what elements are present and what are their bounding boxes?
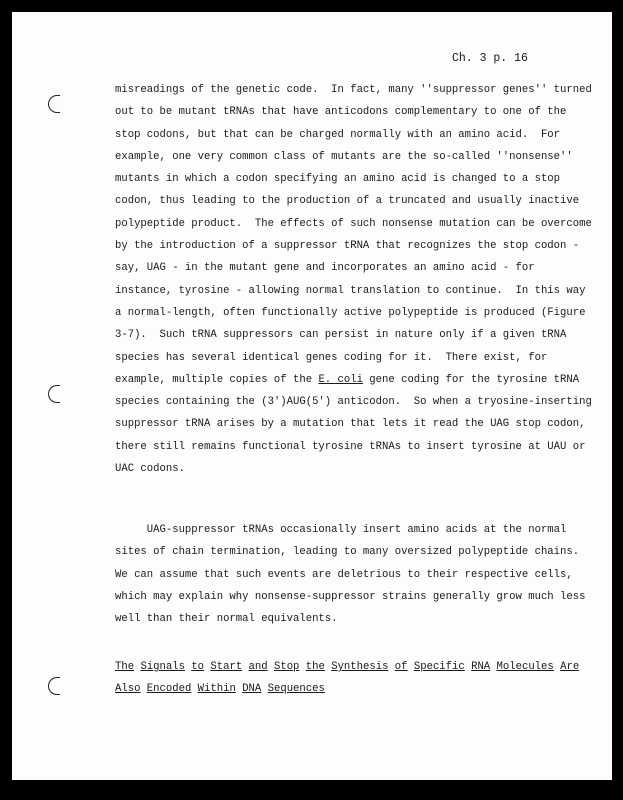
heading-word: Also bbox=[115, 683, 141, 696]
text-line bbox=[115, 369, 580, 391]
text-line: example, one very common class of mutants are the so-called ''nonsense'' bbox=[115, 150, 573, 163]
text-line: codon, thus leading to the production of a truncated and usually inactive bbox=[115, 195, 580, 208]
binder-hole-mark bbox=[48, 385, 60, 403]
heading-line bbox=[115, 678, 545, 700]
heading-word: Are bbox=[560, 661, 580, 673]
text-line: species containing the (3')AUG(5') anticodon. So when a tryosine-inserting bbox=[115, 396, 592, 409]
text-line: species has several identical genes coding for it. There exist, for bbox=[115, 351, 548, 364]
underlined-species-name: E. coli bbox=[318, 373, 363, 386]
heading-word: RNA bbox=[471, 661, 491, 673]
heading-word: and bbox=[248, 661, 268, 673]
heading-word: The bbox=[115, 661, 135, 673]
binder-hole-mark bbox=[48, 95, 60, 113]
body-paragraph-1 bbox=[115, 79, 592, 480]
text-line: out to be mutant tRNAs that have anticodons complementary to one of the bbox=[115, 106, 567, 119]
heading-word: Stop bbox=[273, 661, 300, 673]
text-line: mutants in which a codon specifying an amino acid is changed to a stop bbox=[115, 173, 561, 186]
text-line: which may explain why nonsense-suppressor strains generally grow much less bbox=[115, 590, 586, 603]
text-line: polypeptide product. The effects of such nonsense mutation can be overcome bbox=[115, 217, 592, 230]
heading-word: Start bbox=[210, 661, 243, 673]
text-line: We can assume that such events are deletrious to their respective cells, bbox=[115, 568, 573, 581]
text-line: say, UAG - in the mutant gene and incorporates an amino acid - for bbox=[115, 262, 535, 275]
text-line: stop codons, but that can be charged normally with an amino acid. For bbox=[115, 128, 561, 141]
heading-word: Synthesis bbox=[331, 661, 389, 673]
heading-line bbox=[115, 656, 580, 678]
text-line: instance, tyrosine - allowing normal translation to continue. In this way bbox=[115, 284, 586, 297]
text-line: misreadings of the genetic code. In fact, many ''suppressor genes'' turned bbox=[115, 84, 592, 96]
section-heading bbox=[115, 656, 580, 701]
text-line: by the introduction of a suppressor tRNA that recognizes the stop codon - bbox=[115, 240, 580, 253]
text-line: 3-7). Such tRNA suppressors can persist in nature only if a given tRNA bbox=[115, 329, 567, 342]
text-line: sites of chain termination, leading to many oversized polypeptide chains. bbox=[115, 546, 580, 559]
text-line: UAG-suppressor tRNAs occasionally insert amino acids at the normal bbox=[115, 524, 567, 536]
heading-word: DNA bbox=[242, 683, 262, 696]
text-line: a normal-length, often functionally active polypeptide is produced (Figure bbox=[115, 306, 586, 319]
text-line: well than their normal equivalents. bbox=[115, 613, 338, 626]
body-paragraph-2 bbox=[115, 519, 586, 630]
heading-word: Sequences bbox=[267, 683, 325, 696]
binder-hole-mark bbox=[48, 677, 60, 695]
text-segment: example, multiple copies of the bbox=[115, 373, 319, 386]
heading-word: Signals bbox=[140, 661, 185, 673]
text-segment: gene coding for the tyrosine tRNA bbox=[362, 373, 580, 386]
heading-word: Within bbox=[197, 683, 236, 696]
heading-word: Specific bbox=[413, 661, 465, 673]
heading-word: of bbox=[394, 661, 408, 673]
heading-word: Molecules bbox=[496, 661, 554, 673]
text-line: there still remains functional tyrosine tRNAs to insert tyrosine at UAU or bbox=[115, 440, 586, 453]
heading-word: to bbox=[191, 661, 205, 673]
text-line: suppressor tRNA arises by a mutation that lets it read the UAG stop codon, bbox=[115, 418, 586, 431]
page-number-header: Ch. 3 p. 16 bbox=[452, 52, 528, 65]
heading-word: Encoded bbox=[146, 683, 192, 696]
text-line: UAC codons. bbox=[115, 463, 185, 476]
heading-word: the bbox=[305, 661, 325, 673]
